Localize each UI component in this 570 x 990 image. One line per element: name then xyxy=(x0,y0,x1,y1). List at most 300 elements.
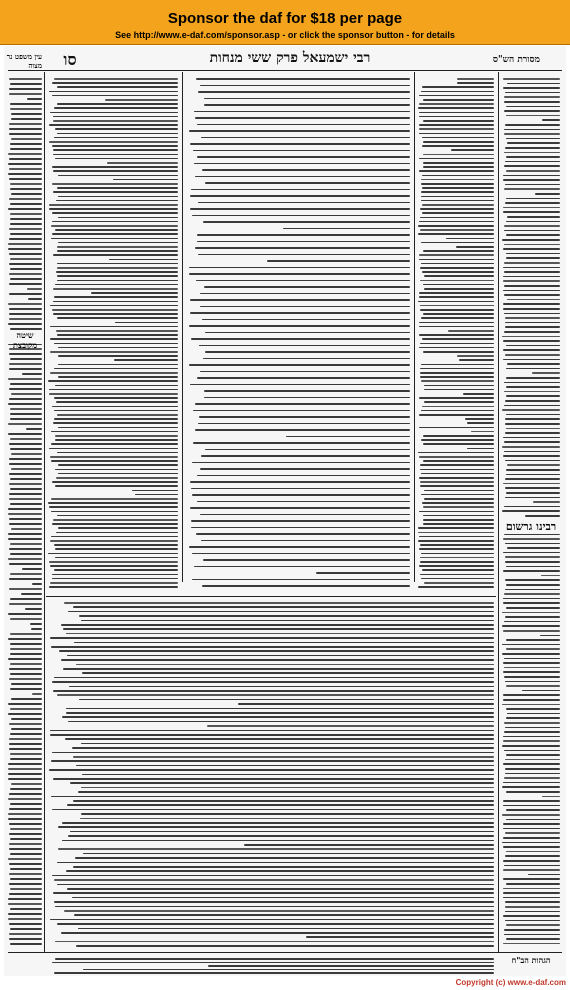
text-line xyxy=(50,565,178,567)
text-line xyxy=(11,698,42,700)
text-line xyxy=(419,477,494,479)
text-line xyxy=(506,368,560,370)
text-line xyxy=(204,286,410,288)
text-line xyxy=(505,478,560,480)
text-line xyxy=(49,586,178,588)
text-line xyxy=(9,738,42,740)
text-line xyxy=(9,308,42,310)
text-line xyxy=(10,868,42,870)
text-line xyxy=(193,410,410,412)
text-line xyxy=(190,195,410,197)
text-line xyxy=(420,376,494,378)
text-line xyxy=(244,844,494,846)
text-line xyxy=(52,875,494,877)
text-line xyxy=(113,179,178,181)
text-line xyxy=(503,699,560,701)
text-line xyxy=(193,150,410,152)
text-line xyxy=(10,888,42,890)
text-line xyxy=(422,175,494,177)
text-line xyxy=(192,462,410,464)
text-line xyxy=(76,765,494,767)
text-line xyxy=(57,275,178,277)
text-line xyxy=(58,427,178,429)
text-line xyxy=(446,238,494,240)
text-line xyxy=(505,589,560,591)
text-line xyxy=(419,133,494,135)
text-line xyxy=(525,515,560,517)
text-line xyxy=(505,906,560,908)
text-line xyxy=(8,798,42,800)
text-line xyxy=(424,498,494,500)
text-line xyxy=(64,602,494,604)
text-line xyxy=(502,704,560,706)
text-line xyxy=(10,148,42,150)
text-line xyxy=(53,778,494,780)
text-line xyxy=(419,397,494,399)
text-line xyxy=(203,559,410,561)
text-line xyxy=(503,175,560,177)
text-line xyxy=(503,805,560,807)
text-line xyxy=(58,376,178,378)
text-line xyxy=(191,520,410,522)
text-line xyxy=(503,248,560,250)
text-line xyxy=(419,124,494,126)
text-line xyxy=(504,225,560,227)
text-line xyxy=(57,103,178,105)
text-line xyxy=(135,494,178,496)
text-line xyxy=(422,145,494,147)
text-line xyxy=(26,428,42,430)
text-line xyxy=(58,242,178,244)
text-line xyxy=(419,170,494,172)
text-line xyxy=(67,804,494,806)
text-line xyxy=(506,414,560,416)
text-line xyxy=(504,313,560,315)
text-line xyxy=(55,385,178,387)
text-line xyxy=(503,943,560,945)
text-line xyxy=(9,318,42,320)
text-line xyxy=(459,359,494,361)
text-line xyxy=(424,401,494,403)
text-line xyxy=(503,308,560,310)
text-line xyxy=(424,288,494,290)
text-line xyxy=(49,389,178,391)
text-line xyxy=(11,718,42,720)
text-line xyxy=(10,733,42,735)
text-line xyxy=(423,166,494,168)
text-line xyxy=(76,945,494,947)
text-line xyxy=(189,325,410,327)
text-line xyxy=(73,866,494,868)
text-line xyxy=(9,483,42,485)
text-line xyxy=(419,347,494,349)
text-line xyxy=(503,823,560,825)
text-line xyxy=(63,668,494,670)
text-line xyxy=(419,103,494,105)
text-line xyxy=(51,431,178,433)
text-line xyxy=(422,502,494,504)
text-line xyxy=(503,888,560,890)
text-line xyxy=(8,558,42,560)
text-line xyxy=(502,814,560,816)
text-line xyxy=(10,103,42,105)
tosafot-column xyxy=(48,76,178,591)
text-line xyxy=(505,92,560,94)
text-line xyxy=(191,527,410,529)
text-line xyxy=(505,681,560,683)
text-line xyxy=(9,883,42,885)
text-line xyxy=(67,655,494,657)
text-line xyxy=(418,301,494,303)
text-line xyxy=(504,451,560,453)
text-line xyxy=(420,485,494,487)
text-line xyxy=(10,543,42,545)
text-line xyxy=(11,528,42,530)
text-line xyxy=(419,536,494,538)
sponsor-title[interactable]: Sponsor the daf for $18 per page xyxy=(167,10,403,27)
text-line xyxy=(105,99,178,101)
text-line xyxy=(9,353,42,355)
text-line xyxy=(200,371,410,373)
text-line xyxy=(58,848,494,850)
text-line xyxy=(506,386,560,388)
text-line xyxy=(463,393,494,395)
text-line xyxy=(54,418,178,420)
text-line xyxy=(9,133,42,135)
text-line xyxy=(423,351,494,353)
copyright-link[interactable]: Copyright (c) www.e-daf.com xyxy=(455,978,566,987)
text-line xyxy=(53,288,178,290)
text-line xyxy=(50,637,494,639)
text-line xyxy=(506,584,560,586)
text-line xyxy=(30,623,42,625)
text-line xyxy=(52,95,178,97)
text-line xyxy=(505,616,560,618)
text-line xyxy=(419,548,494,550)
text-line xyxy=(51,238,178,240)
text-line xyxy=(63,628,494,630)
text-line xyxy=(198,91,410,93)
text-line xyxy=(10,878,42,880)
text-line xyxy=(9,123,42,125)
text-line xyxy=(506,566,560,568)
text-line xyxy=(419,259,494,261)
text-line xyxy=(504,506,560,508)
text-line xyxy=(503,869,560,871)
text-line xyxy=(506,819,560,821)
text-line xyxy=(55,958,494,960)
text-line xyxy=(503,276,560,278)
ein-mishpat-label: עין משפט נר מצוה xyxy=(6,52,42,70)
text-line xyxy=(56,271,178,273)
text-line xyxy=(81,743,494,745)
text-line xyxy=(10,383,42,385)
text-line xyxy=(505,354,560,356)
text-line xyxy=(82,672,494,674)
text-line xyxy=(81,813,494,815)
text-line xyxy=(205,332,410,334)
text-line xyxy=(192,553,410,555)
text-line xyxy=(9,518,42,520)
text-line xyxy=(9,388,42,390)
text-line xyxy=(11,393,42,395)
text-line xyxy=(200,293,410,295)
text-line xyxy=(533,501,560,503)
text-line xyxy=(205,351,410,353)
text-line xyxy=(204,397,410,399)
text-line xyxy=(51,511,178,513)
text-line xyxy=(503,736,560,738)
text-line xyxy=(507,464,560,466)
text-line xyxy=(10,598,42,600)
text-line xyxy=(49,393,178,395)
text-line xyxy=(200,85,410,87)
text-line xyxy=(421,183,494,185)
text-line xyxy=(57,694,494,696)
text-line xyxy=(8,508,42,510)
text-line xyxy=(418,225,494,227)
text-line xyxy=(66,633,494,635)
text-line xyxy=(53,690,494,692)
text-line xyxy=(22,568,42,570)
text-line xyxy=(504,405,560,407)
text-line xyxy=(448,330,494,332)
text-line xyxy=(8,773,42,775)
text-line xyxy=(506,170,560,172)
text-line xyxy=(465,418,494,420)
text-line xyxy=(57,263,178,265)
text-line xyxy=(505,423,560,425)
text-line xyxy=(8,173,42,175)
text-line xyxy=(50,305,178,307)
text-line xyxy=(57,334,178,336)
text-line xyxy=(422,212,494,214)
text-line xyxy=(197,156,410,158)
text-line xyxy=(10,758,42,760)
text-line xyxy=(9,283,42,285)
text-line xyxy=(421,191,494,193)
sponsor-subtitle[interactable]: See http://www.e-daf.com/sponsor.asp - or click the sponsor button - for details xyxy=(115,30,455,40)
text-line xyxy=(502,239,560,241)
text-line xyxy=(8,423,42,425)
text-line xyxy=(504,262,560,264)
text-line xyxy=(62,716,494,718)
text-line xyxy=(418,532,494,534)
chapter-title: רבי ישמעאל פרק ששי מנחות xyxy=(209,50,371,66)
text-line xyxy=(195,176,410,178)
text-line xyxy=(504,934,560,936)
text-line xyxy=(419,128,494,130)
text-line xyxy=(10,828,42,830)
text-line xyxy=(55,548,178,550)
text-line xyxy=(419,296,494,298)
text-line xyxy=(52,752,494,754)
text-line xyxy=(66,708,494,710)
text-line xyxy=(467,448,494,450)
text-line xyxy=(451,149,494,151)
text-line xyxy=(10,708,42,710)
text-line xyxy=(507,216,560,218)
text-line xyxy=(505,460,560,462)
text-line xyxy=(421,242,494,244)
shitah-mekubetzet-heading: שיטה מקובצת xyxy=(8,330,42,344)
text-line xyxy=(52,681,494,683)
sponsor-banner[interactable] xyxy=(0,0,570,45)
text-line xyxy=(81,787,494,789)
section-rule xyxy=(8,952,562,953)
text-line xyxy=(61,932,494,934)
text-line xyxy=(504,391,560,393)
text-line xyxy=(189,546,410,548)
text-line xyxy=(420,469,494,471)
text-line xyxy=(9,443,42,445)
text-line xyxy=(506,156,560,158)
text-line xyxy=(522,690,560,692)
text-line xyxy=(418,107,494,109)
text-line xyxy=(506,221,560,223)
text-line xyxy=(267,260,410,262)
text-line xyxy=(51,225,178,227)
text-line xyxy=(10,478,42,480)
text-line xyxy=(506,851,560,853)
text-line xyxy=(11,783,42,785)
text-line xyxy=(420,229,494,231)
text-line xyxy=(32,583,42,585)
text-line xyxy=(52,578,178,580)
text-line xyxy=(419,292,494,294)
text-line xyxy=(423,154,494,156)
text-line xyxy=(58,355,178,357)
text-line xyxy=(78,791,494,793)
text-line xyxy=(58,364,178,366)
text-line xyxy=(79,699,494,701)
text-line xyxy=(422,338,494,340)
text-line xyxy=(52,183,178,185)
text-line xyxy=(505,561,560,563)
text-line xyxy=(506,717,560,719)
text-line xyxy=(8,153,42,155)
column-divider xyxy=(182,72,183,582)
text-line xyxy=(418,586,494,588)
text-line xyxy=(57,923,494,925)
text-line xyxy=(200,514,410,516)
text-line xyxy=(423,519,494,521)
text-line xyxy=(52,962,494,964)
text-line xyxy=(507,299,560,301)
text-line xyxy=(503,437,560,439)
text-line xyxy=(10,928,42,930)
text-line xyxy=(9,893,42,895)
text-line xyxy=(420,561,494,563)
text-line xyxy=(191,338,410,340)
text-line xyxy=(51,760,494,762)
text-line xyxy=(506,138,560,140)
text-line xyxy=(419,456,494,458)
text-line xyxy=(503,897,560,899)
text-line xyxy=(505,855,560,857)
text-line xyxy=(32,693,42,695)
text-line xyxy=(504,294,560,296)
text-line xyxy=(58,464,178,466)
text-line xyxy=(10,203,42,205)
text-line xyxy=(503,837,560,839)
text-line xyxy=(506,428,560,430)
text-line xyxy=(8,713,42,715)
text-line xyxy=(506,469,560,471)
text-line xyxy=(51,796,494,798)
text-line xyxy=(503,915,560,917)
text-line xyxy=(9,578,42,580)
text-line xyxy=(503,455,560,457)
text-line xyxy=(198,254,410,256)
text-line xyxy=(72,897,494,899)
text-line xyxy=(424,490,494,492)
text-line xyxy=(420,368,494,370)
text-line xyxy=(316,572,410,574)
text-line xyxy=(505,920,560,922)
text-line xyxy=(9,793,42,795)
text-line xyxy=(505,202,560,204)
text-line xyxy=(503,290,560,292)
text-line xyxy=(64,910,494,912)
text-line xyxy=(9,368,42,370)
text-line xyxy=(57,246,178,248)
text-line xyxy=(9,178,42,180)
text-line xyxy=(8,703,42,705)
text-line xyxy=(83,853,494,855)
text-line xyxy=(11,453,42,455)
text-line xyxy=(57,267,178,269)
text-line xyxy=(503,211,560,213)
text-line xyxy=(199,345,410,347)
text-line xyxy=(504,382,560,384)
text-line xyxy=(503,570,560,572)
text-line xyxy=(10,108,42,110)
text-line xyxy=(9,743,42,745)
text-line xyxy=(421,553,494,555)
text-line xyxy=(68,835,494,837)
text-line xyxy=(502,409,560,411)
text-line xyxy=(22,373,42,375)
text-line xyxy=(504,285,560,287)
text-line xyxy=(505,759,560,761)
text-line xyxy=(420,217,494,219)
text-line xyxy=(55,469,178,471)
text-line xyxy=(9,588,42,590)
text-line xyxy=(191,488,410,490)
text-line xyxy=(10,663,42,665)
text-line xyxy=(10,503,42,505)
text-line xyxy=(194,566,410,568)
text-line xyxy=(506,115,560,117)
text-line xyxy=(420,464,494,466)
text-line xyxy=(190,507,410,509)
text-line xyxy=(503,87,560,89)
text-line xyxy=(54,137,178,139)
text-line xyxy=(190,481,410,483)
text-line xyxy=(423,523,494,525)
text-line xyxy=(423,515,494,517)
text-line xyxy=(51,646,494,648)
text-line xyxy=(197,234,410,236)
text-line xyxy=(52,406,178,408)
text-line xyxy=(50,730,494,732)
gemara-column xyxy=(188,76,410,588)
text-line xyxy=(506,492,560,494)
text-line xyxy=(74,914,494,916)
text-line xyxy=(49,506,178,508)
text-line xyxy=(506,198,560,200)
